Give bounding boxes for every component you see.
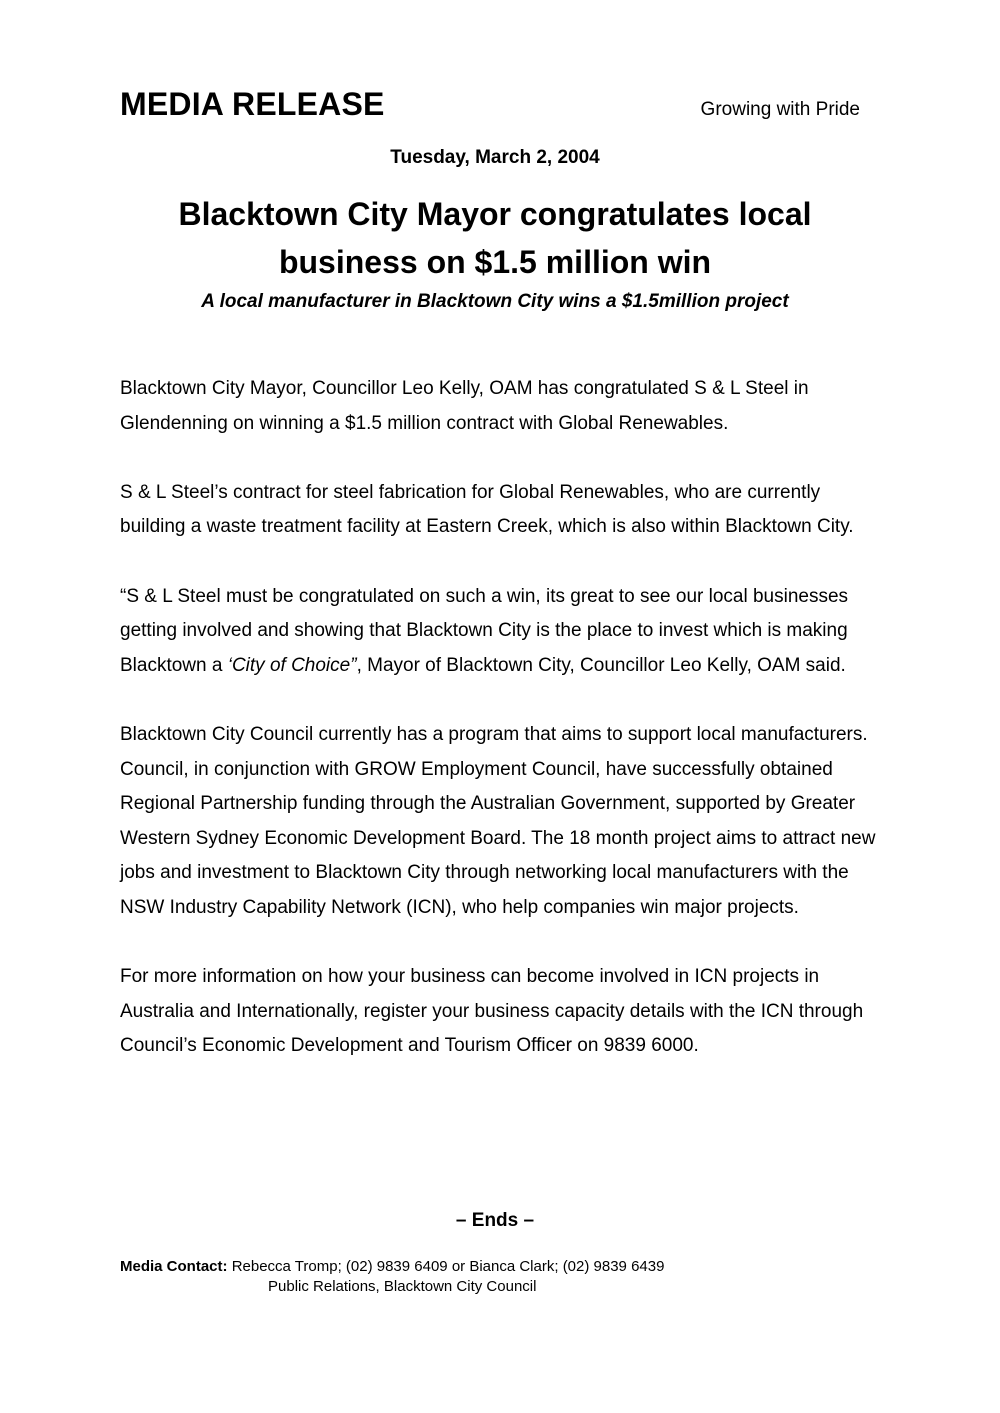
paragraph-4: Blacktown City Council currently has a program that aims to support local manufacturers. Council, in conjunction with GROW Employment Council, have successfully obtained Regional Partnership funding through the Australian Government, supported by Greater Western Sydney Economic Development Board. The 18 month project aims to attract new jobs and investment to Blacktown City through networking local manufacturers with the NSW Industry Capability Network (ICN), who help companies win major projects. — [120, 723, 876, 918]
headline-line-2: business on $1.5 million win — [278, 244, 712, 280]
media-contact — [120, 1257, 664, 1297]
quote-part-2: , Mayor of Blacktown City, Councillor Leo Kelly, OAM said. — [356, 654, 846, 676]
media-contact-details: Rebecca Tromp; (02) 9839 6409 or Bianca Clark; (02) 9839 6439 — [231, 1258, 665, 1275]
headline-line-1: Blacktown City Mayor congratulates local — [178, 196, 812, 232]
paragraph-3 — [120, 580, 880, 684]
subheadline: A local manufacturer in Blacktown City wins a $1.5million project — [201, 291, 789, 312]
paragraph-5: For more information on how your business can become involved in ICN projects in Australia and Internationally, register your business capacity details with the ICN through Council’s Economic Development and Tourism Officer on 9839 6000. — [120, 966, 864, 1057]
paragraph-1: Blacktown City Mayor, Councillor Leo Kelly, OAM has congratulated S & L Steel in Glendenning on winning a $1.5 million contract with Global Renewables. — [120, 378, 809, 434]
paragraph-2: S & L Steel’s contract for steel fabrication for Global Renewables, who are currently building a waste treatment facility at Eastern Creek, which is also within Blacktown City. — [120, 481, 854, 538]
headline — [100, 190, 890, 286]
ends-marker: – Ends – — [455, 1210, 535, 1231]
article-body — [120, 372, 880, 1098]
quote-part-1: “S & L Steel must be congratulated on such a win, its great to see our local businesses getting involved and showing that Blacktown City is the place to invest which is making Blacktown a — [120, 585, 849, 676]
media-contact-department: Public Relations, Blacktown City Council — [268, 1278, 537, 1295]
document-title: MEDIA RELEASE — [120, 86, 385, 122]
tagline: Growing with Pride — [700, 99, 860, 120]
quote-italic: ‘City of Choice” — [227, 654, 357, 676]
media-contact-label: Media Contact: — [120, 1258, 232, 1275]
release-date: Tuesday, March 2, 2004 — [390, 147, 600, 168]
